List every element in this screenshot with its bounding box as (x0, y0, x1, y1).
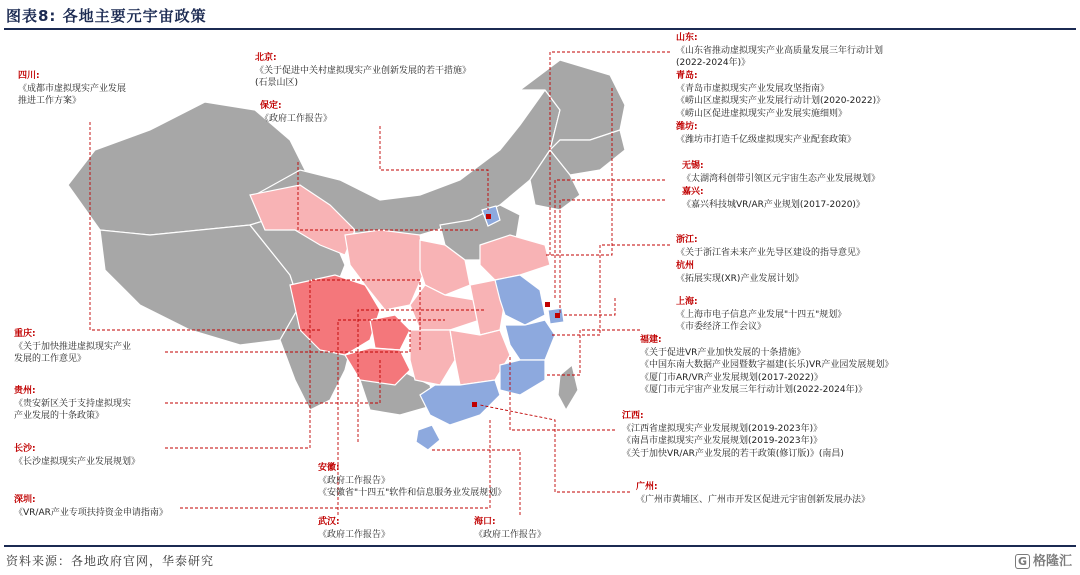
watermark-text: 格隆汇 (1032, 554, 1072, 569)
marker-beijing (486, 214, 491, 219)
callout-guangzhou (636, 481, 870, 506)
callout-weifang (676, 121, 856, 146)
watermark (1015, 550, 1072, 569)
callout-city: 青岛: (676, 71, 698, 81)
callout-qingdao (676, 70, 885, 120)
callout-doc: 《中国东南大数据产业园暨数字福建(长乐)VR产业园发展规划》 (640, 360, 894, 370)
callout-city: 江西: (622, 411, 644, 421)
leader-jiaxing (560, 200, 665, 315)
callout-city: 福建: (640, 335, 662, 345)
callout-doc: 《潍坊市打造千亿级虚拟现实产业配套政策》 (676, 134, 857, 145)
callout-doc: 《太湖湾科创带引领区元宇宙生态产业发展规划》 (682, 173, 881, 184)
watermark-logo-icon: G (1015, 554, 1030, 569)
callout-doc: 产业发展的十条政策》 (14, 411, 105, 421)
callout-doc: 《青岛市虚拟现实产业发展攻坚指南》 (676, 83, 830, 94)
callout-doc: 《政府工作报告》 (318, 475, 391, 486)
callout-doc: 《关于加快VR/AR产业发展的若干政策(修订版)》(南昌) (622, 448, 844, 459)
callout-doc: 《关于浙江省未来产业先导区建设的指导意见》 (676, 247, 866, 258)
callout-city: 武汉: (318, 517, 340, 527)
leader-zhejiang (550, 245, 670, 335)
callout-doc: 《VR/AR产业专项扶持资金申请指南》 (14, 507, 168, 518)
callout-city: 贵州: (14, 386, 36, 396)
region-guangdong (420, 380, 500, 425)
callout-shanghai (676, 296, 846, 334)
callout-doc: 《安徽省"十四五"软件和信息服务业发展规划》 (318, 488, 507, 498)
marker-wuxi (545, 302, 550, 307)
region-hunan (410, 330, 455, 385)
marker-shanghai (555, 313, 560, 318)
marker-guangzhou (472, 402, 477, 407)
callout-guizhou (14, 385, 131, 423)
callout-doc: 《南昌市虚拟现实产业发展规划(2019-2023年)》 (622, 436, 823, 446)
region-fujian (500, 360, 545, 395)
page-title: 图表8: 各地主要元宇宙政策 (6, 7, 207, 25)
callout-jiaxing (682, 186, 865, 211)
callout-city: 重庆: (14, 329, 36, 339)
callout-doc: 《拓展实现(XR)产业发展计划》 (676, 273, 804, 284)
callout-city: 嘉兴: (682, 187, 704, 197)
region-zhejiang (505, 320, 555, 360)
callout-doc: 《成都市虚拟现实产业发展 (18, 83, 127, 94)
callout-doc: 《政府工作报告》 (318, 529, 391, 540)
callout-doc: 推进工作方案》 (18, 96, 82, 106)
callout-city: 广州: (636, 482, 658, 492)
footer-divider (4, 545, 1076, 547)
region-shandong (480, 235, 550, 280)
callout-doc: 《长沙虚拟现实产业发展规划》 (14, 456, 141, 467)
callout-doc: 《市委经济工作会议》 (676, 322, 767, 332)
leader-shanghai (564, 298, 615, 315)
callout-chongqing (14, 328, 131, 366)
callout-hangzhou (676, 260, 803, 285)
callout-city: 保定: (260, 101, 282, 111)
callout-doc: 《江西省虚拟现实产业发展规划(2019-2023年)》 (622, 423, 823, 434)
region-taiwan (558, 365, 578, 410)
callout-doc: 《关于加快推进虚拟现实产业 (14, 341, 132, 352)
callout-haikou (474, 516, 546, 541)
callout-doc: 发展的工作意见》 (14, 354, 87, 364)
source-note: 资料来源：各地政府官网，华泰研究 (6, 554, 215, 568)
callout-beijing (255, 52, 471, 90)
callout-city: 深圳: (14, 495, 36, 505)
callout-city: 无锡: (682, 161, 704, 171)
callout-city: 海口: (474, 517, 496, 527)
callout-doc: 《厦门市元宇宙产业发展三年行动计划(2022-2024年)》 (640, 385, 868, 395)
callout-doc: 《上海市电子信息产业发展"十四五"规划》 (676, 309, 847, 320)
callout-wuhan (318, 516, 390, 541)
callout-doc: (石景山区) (255, 78, 299, 88)
callout-doc: 《崂山区促进虚拟现实产业发展实施细则》 (676, 108, 848, 119)
callout-doc: 《关于促进中关村虚拟现实产业创新发展的若干措施》 (255, 65, 472, 76)
callout-doc: 《山东省推动虚拟现实产业高质量发展三年行动计划 (676, 45, 884, 56)
callout-doc: 《贵安新区关于支持虚拟现实 (14, 398, 132, 409)
callout-sichuan (18, 70, 126, 108)
callout-doc: 《政府工作报告》 (474, 529, 547, 540)
callout-doc: (2022-2024年)》 (676, 58, 751, 68)
callout-baoding (260, 100, 332, 125)
callout-wuxi (682, 160, 880, 185)
callout-jiangxi (622, 410, 844, 460)
callout-doc: 《崂山区虚拟现实产业发展行动计划(2020-2022)》 (676, 96, 886, 106)
region-hainan (416, 425, 440, 450)
callout-city: 上海: (676, 297, 698, 307)
leader-fujian (545, 330, 640, 375)
callout-city: 四川: (18, 71, 40, 81)
callout-city: 潍坊: (676, 122, 698, 132)
china-policy-map (0, 30, 1080, 545)
callout-anhui (318, 462, 506, 500)
callout-city: 浙江: (676, 235, 698, 245)
callout-doc: 《政府工作报告》 (260, 113, 333, 124)
callout-doc: 《广州市黄埔区、广州市开发区促进元宇宙创新发展办法》 (636, 494, 871, 505)
callout-city: 北京: (255, 53, 277, 63)
callout-changsha (14, 443, 140, 468)
callout-city: 安徽: (318, 463, 340, 473)
callout-shenzhen (14, 494, 168, 519)
callout-shandong (676, 32, 883, 70)
region-guizhou (345, 348, 410, 385)
callout-doc: 《厦门市AR/VR产业发展规划(2017-2022)》 (640, 372, 823, 383)
callout-doc: 《关于促进VR产业加快发展的十条措施》 (640, 347, 806, 358)
callout-city: 山东: (676, 33, 698, 43)
leader-guizhou (165, 360, 380, 403)
header (4, 0, 1076, 28)
callout-city: 长沙: (14, 444, 36, 454)
callout-city: 杭州 (676, 261, 695, 271)
callout-fujian (640, 334, 893, 397)
callout-doc: 《嘉兴科技城VR/AR产业规划(2017-2020)》 (682, 199, 865, 210)
callout-zhejiang (676, 234, 865, 259)
